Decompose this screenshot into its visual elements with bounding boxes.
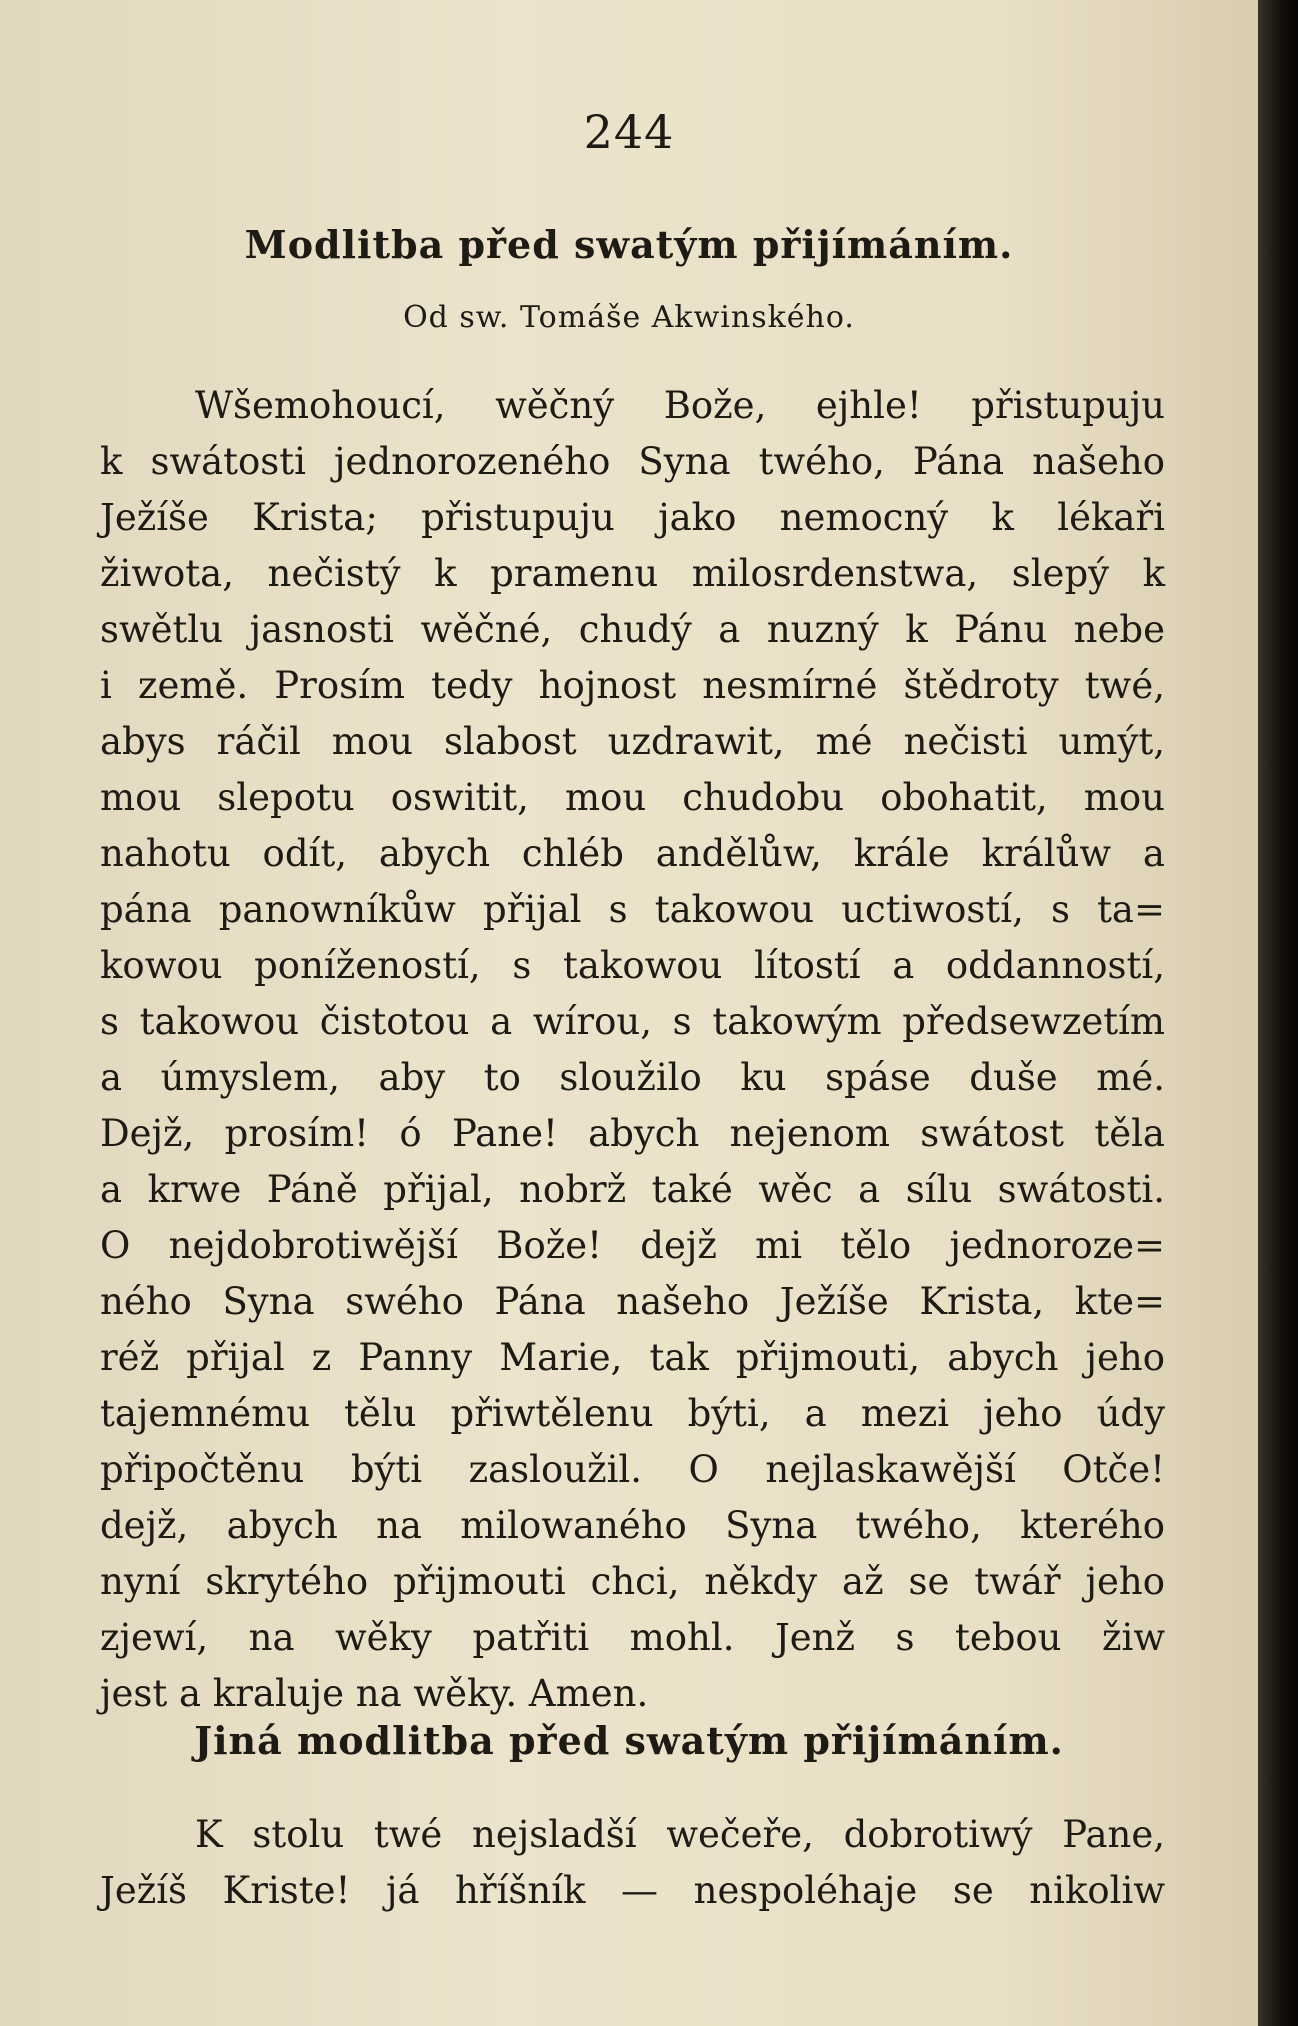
page-number: 244 — [583, 105, 675, 159]
text-line: jest a kraluje na wěky. Amen. — [100, 1672, 649, 1715]
text-line: tajemnému tělu přiwtělenu býti, a mezi jeho údy — [100, 1392, 1165, 1435]
text-line: pána panowníkůw přijal s takowou uctiwostí, s ta= — [100, 888, 1165, 931]
text-line: ného Syna swého Pána našeho Ježíše Krista, kte= — [100, 1280, 1165, 1323]
prayer-byline: Od sw. Tomáše Akwinského. — [403, 300, 855, 335]
text-line: Ježíš Kriste! já hříšník — nespoléhaje se nikoliw — [100, 1869, 1165, 1912]
text-line: O nejdobrotiwější Bože! dejž mi tělo jednoroze= — [100, 1224, 1165, 1267]
text-line: mou slepotu oswitit, mou chudobu obohatit, mou — [100, 776, 1165, 819]
text-line: s takowou čistotou a wírou, s takowým předsewzetím — [100, 1000, 1165, 1043]
second-prayer-paragraph — [100, 1807, 1165, 1919]
text-line: nahotu odít, abych chléb andělůw, krále králůw a — [100, 832, 1165, 875]
prayer-heading: Modlitba před swatým přijímáním. — [244, 222, 1014, 267]
text-line: i země. Prosím tedy hojnost nesmírné štědroty twé, — [100, 664, 1165, 707]
text-line: kowou ponížeností, s takowou lítostí a oddanností, — [100, 944, 1165, 987]
book-spine-edge — [1258, 0, 1298, 2026]
text-line: réž přijal z Panny Marie, tak přijmouti, abych jeho — [100, 1336, 1165, 1379]
text-line: Dejž, prosím! ó Pane! abych nejenom swátost těla — [100, 1112, 1165, 1155]
prayer-paragraph — [100, 378, 1165, 1722]
text-line: k swátosti jednorozeného Syna twého, Pána našeho — [100, 440, 1165, 483]
text-line: Wšemohoucí, wěčný Bože, ejhle! přistupuju — [195, 384, 1165, 427]
text-line: nyní skrytého přijmouti chci, někdy až se twář jeho — [100, 1560, 1165, 1603]
text-line: abys ráčil mou slabost uzdrawit, mé nečisti umýt, — [100, 720, 1165, 763]
text-line: a krwe Páně přijal, nobrž také wěc a sílu swátosti. — [100, 1168, 1165, 1211]
text-line: dejž, abych na milowaného Syna twého, kterého — [100, 1504, 1165, 1547]
text-line: swětlu jasnosti wěčné, chudý a nuzný k Pánu nebe — [100, 608, 1165, 651]
text-line: K stolu twé nejsladší wečeře, dobrotiwý Pane, — [195, 1813, 1165, 1856]
second-prayer-heading: Jiná modlitba před swatým přijímáním. — [194, 1718, 1064, 1763]
text-line: zjewí, na wěky patřiti mohl. Jenž s tebou žiw — [100, 1616, 1165, 1659]
text-line: a úmyslem, aby to sloužilo ku spáse duše mé. — [100, 1056, 1165, 1099]
text-line: Ježíše Krista; přistupuju jako nemocný k lékaři — [100, 496, 1165, 539]
text-line: připočtěnu býti zasloužil. O nejlaskawější Otče! — [100, 1448, 1165, 1491]
text-line: žiwota, nečistý k pramenu milosrdenstwa, slepý k — [100, 552, 1165, 595]
